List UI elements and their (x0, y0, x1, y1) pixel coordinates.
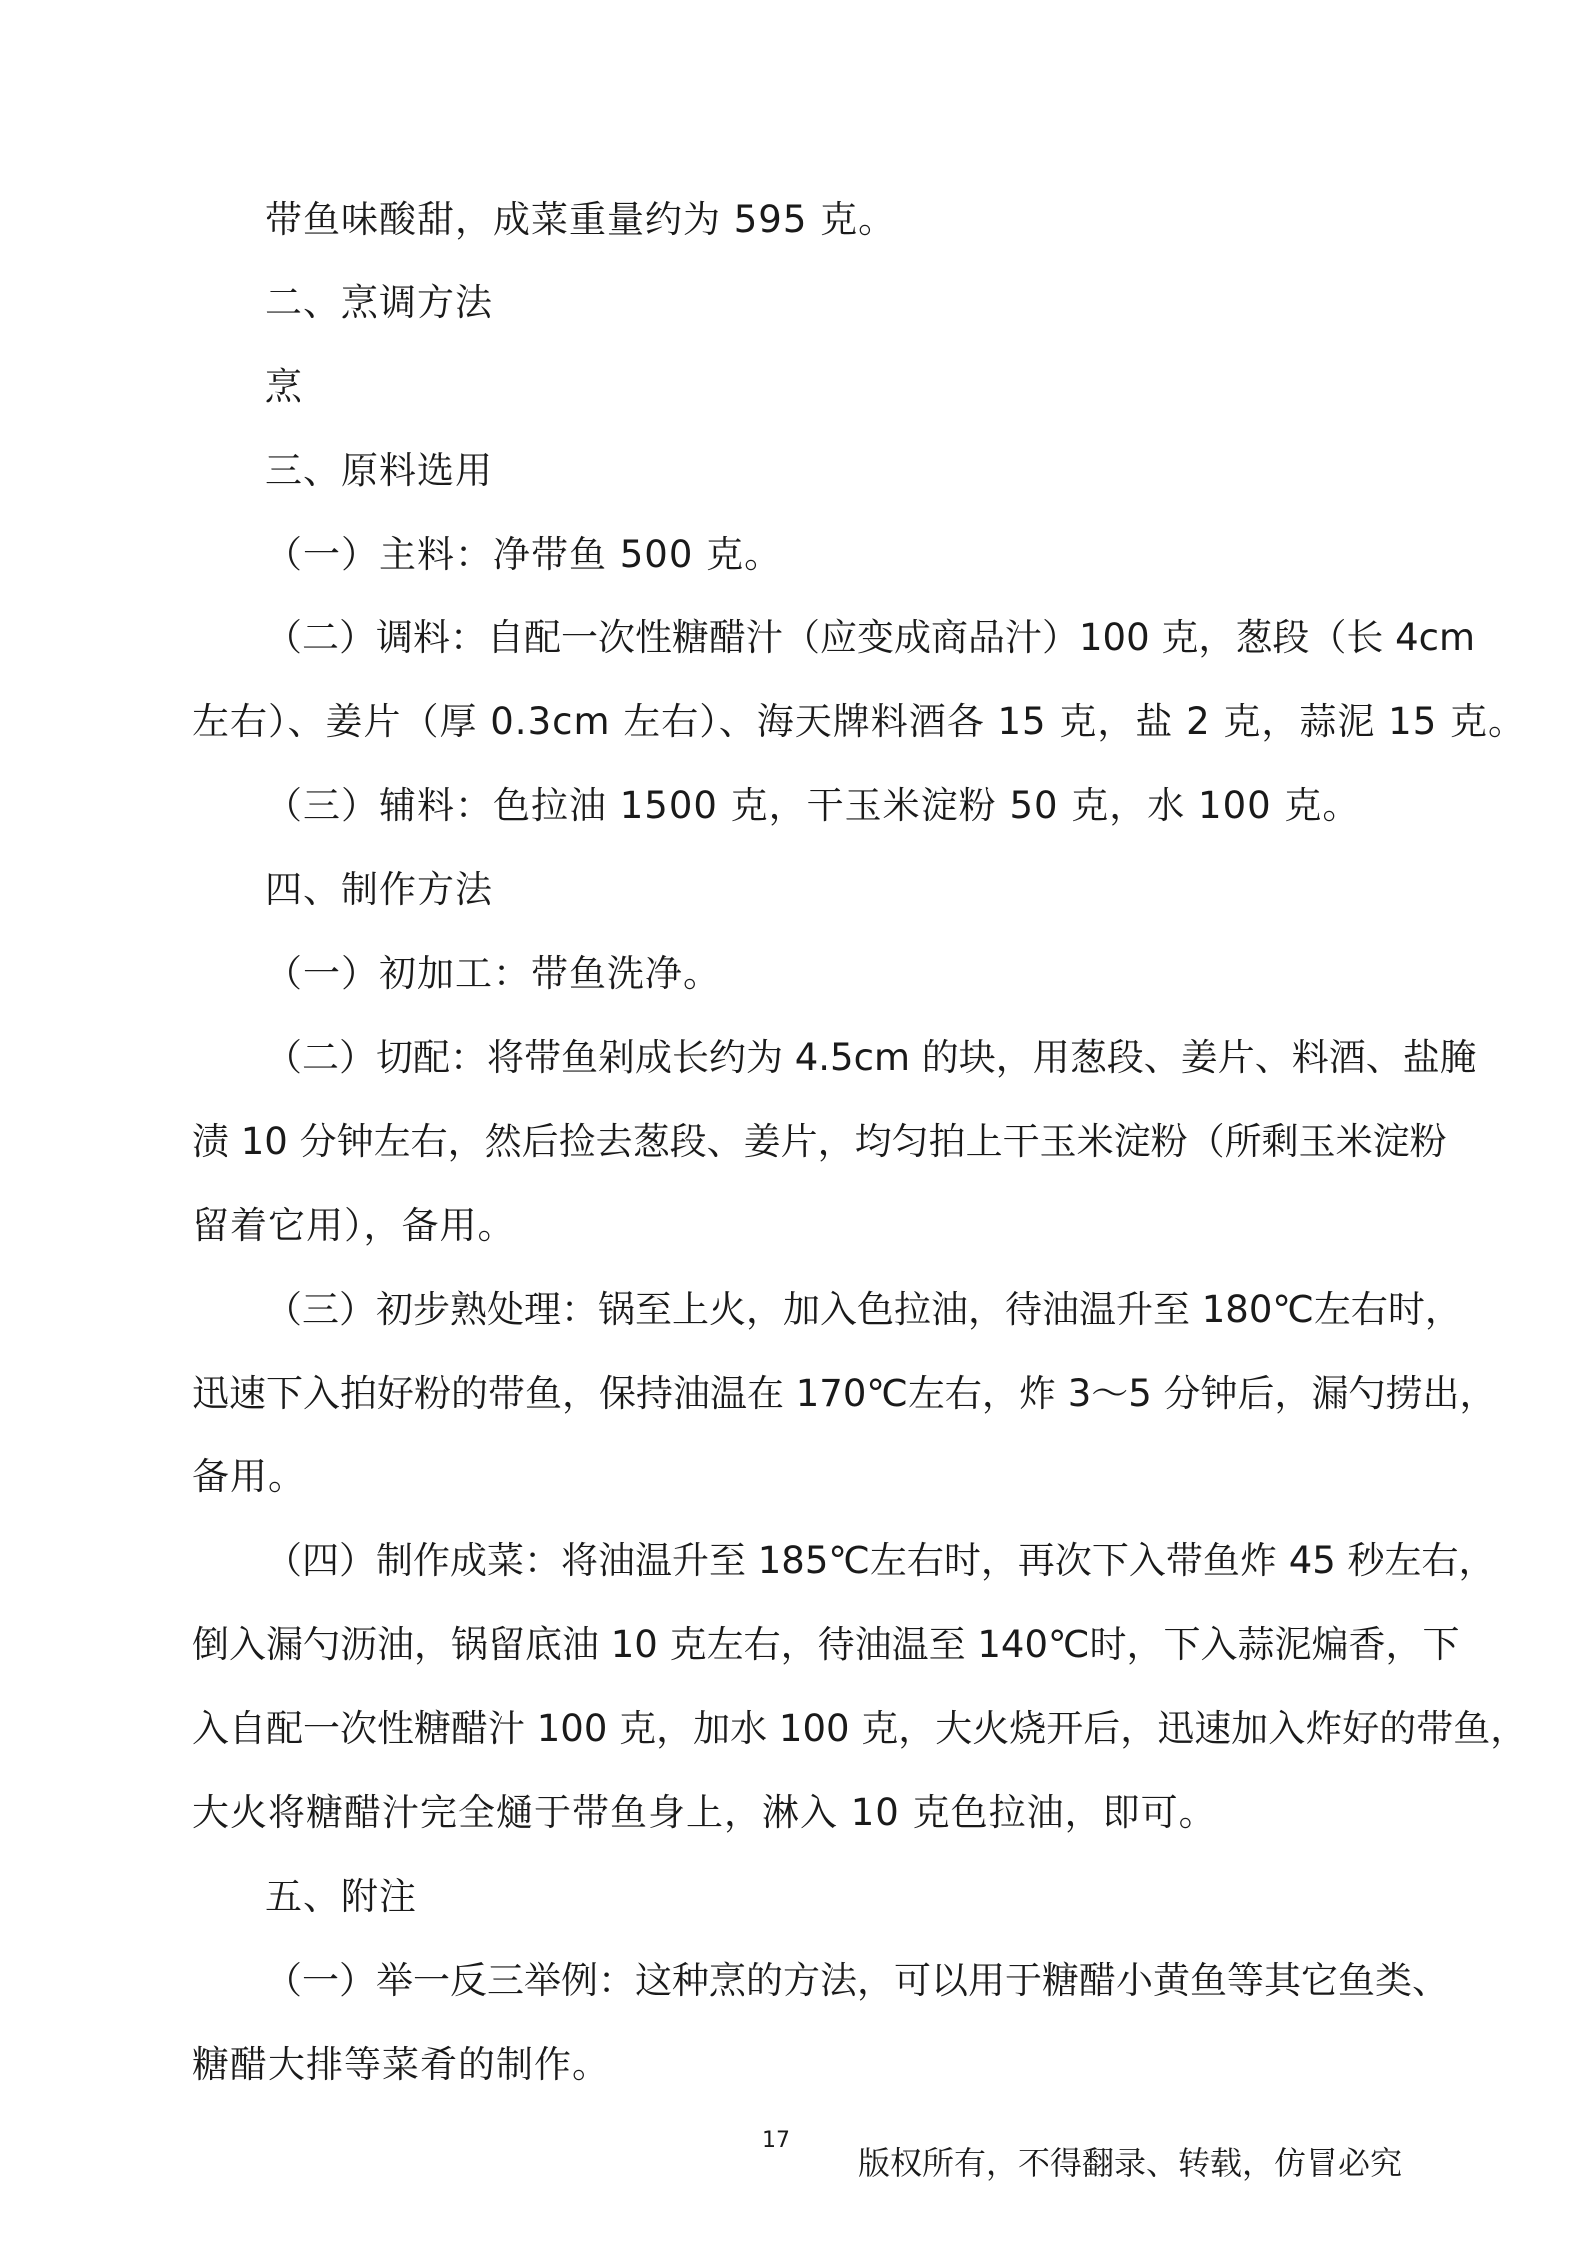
section-heading: 三、原料选用 (265, 449, 493, 492)
section-heading: 二、烹调方法 (265, 281, 493, 324)
paragraph-line: 入自配一次性糖醋汁 100 克，加水 100 克，大火烧开后，迅速加入炸好的带鱼， (192, 1707, 1528, 1750)
paragraph-line: 渍 10 分钟左右，然后捡去葱段、姜片，均匀拍上干玉米淀粉（所剩玉米淀粉 (192, 1120, 1447, 1163)
paragraph-line: 大火将糖醋汁完全熥于带鱼身上，淋入 10 克色拉油，即可。 (192, 1791, 1217, 1834)
copyright-notice: 版权所有，不得翻录、转载，仿冒必究 (858, 2144, 1403, 2182)
page-number: 17 (762, 2128, 790, 2153)
paragraph-line: 带鱼味酸甜，成菜重量约为 595 克。 (265, 198, 897, 241)
paragraph-line: 备用。 (192, 1455, 306, 1498)
paragraph-line: 倒入漏勺沥油，锅留底油 10 克左右，待油温至 140℃时，下入蒜泥煸香，下 (192, 1623, 1460, 1666)
paragraph-line: 糖醋大排等菜肴的制作。 (192, 2043, 610, 2086)
paragraph-line: （一）主料：净带鱼 500 克。 (265, 533, 783, 576)
paragraph-line: 左右）、姜片（厚 0.3cm 左右）、海天牌料酒各 15 克，盐 2 克，蒜泥 15 克。 (192, 700, 1527, 743)
paragraph-line: 烹 (265, 365, 303, 408)
paragraph-line: （三）辅料：色拉油 1500 克，干玉米淀粉 50 克，水 100 克。 (265, 784, 1361, 827)
paragraph-line: 留着它用），备用。 (192, 1204, 516, 1247)
paragraph-line: 迅速下入拍好粉的带鱼，保持油温在 170℃左右，炸 3～5 分钟后，漏勺捞出， (192, 1372, 1497, 1415)
paragraph-line: （一）初加工：带鱼洗净。 (265, 952, 721, 995)
section-heading: 四、制作方法 (265, 868, 493, 911)
section-heading: 五、附注 (265, 1875, 417, 1918)
paragraph-line: （四）制作成菜：将油温升至 185℃左右时，再次下入带鱼炸 45 秒左右， (265, 1539, 1496, 1582)
paragraph-line: （一）举一反三举例：这种烹的方法，可以用于糖醋小黄鱼等其它鱼类、 (265, 1959, 1449, 2002)
paragraph-line: （三）初步熟处理：锅至上火，加入色拉油，待油温升至 180℃左右时， (265, 1288, 1462, 1331)
paragraph-line: （二）切配：将带鱼剁成长约为 4.5cm 的块，用葱段、姜片、料酒、盐腌 (265, 1036, 1477, 1079)
paragraph-line: （二）调料：自配一次性糖醋汁（应变成商品汁）100 克，葱段（长 4cm (265, 616, 1476, 659)
